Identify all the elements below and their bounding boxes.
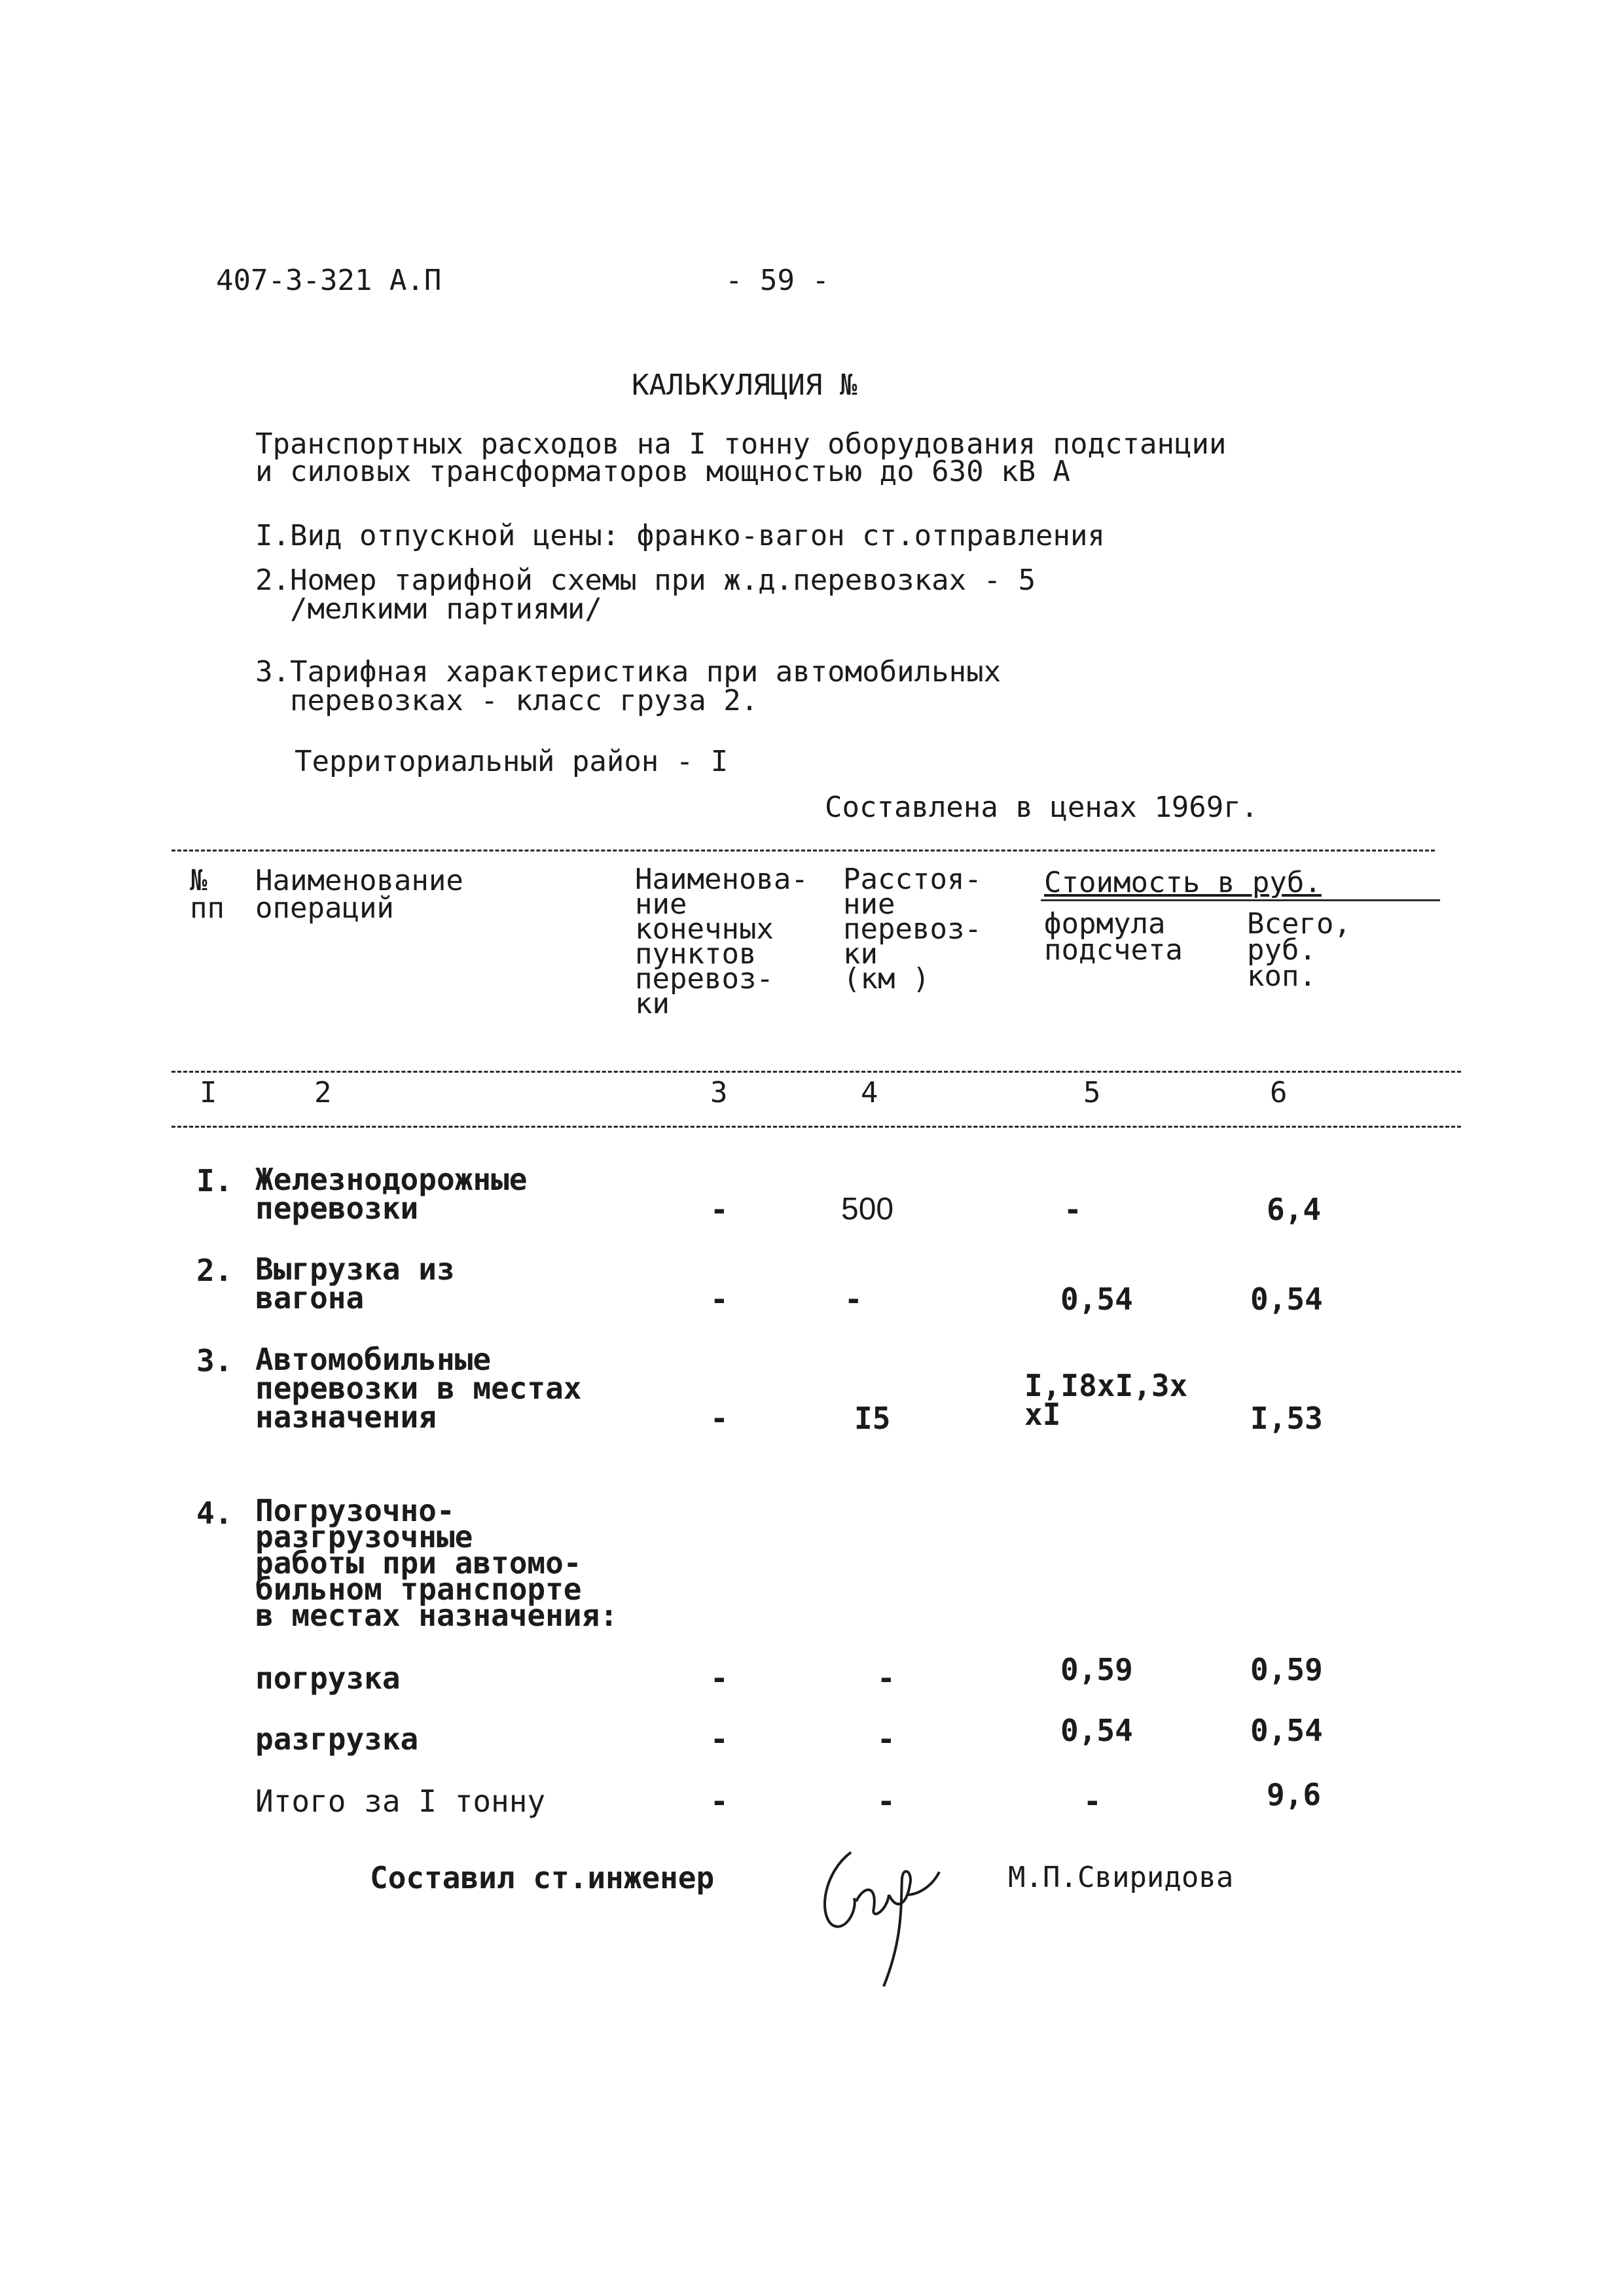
header-total: Всего, руб. коп. xyxy=(1247,907,1351,993)
item-tariff-scheme: 2.Номер тарифной схемы при ж.д.перевозках - 5 /мелкими партиями/ xyxy=(255,564,1036,626)
row-2-name: Выгрузка из вагона xyxy=(255,1251,455,1316)
header-bottom-rule xyxy=(171,1071,1461,1073)
col-number-4: 4 xyxy=(861,1076,878,1109)
row-loading-points: - xyxy=(710,1660,729,1696)
document-title: КАЛЬКУЛЯЦИЯ № xyxy=(632,368,857,402)
row-total-value: 9,6 xyxy=(1267,1777,1322,1812)
row-3-name: Автомобильные перевозки в местах назначения xyxy=(255,1342,582,1435)
row-1-total: 6,4 xyxy=(1267,1192,1322,1227)
row-1-formula: - xyxy=(1064,1192,1082,1227)
row-3-distance: I5 xyxy=(854,1401,891,1436)
row-1-num: I. xyxy=(196,1163,233,1198)
price-basis: Составлена в ценах 1969г. xyxy=(825,791,1259,824)
row-unloading-points: - xyxy=(710,1721,729,1757)
row-unloading-name: разгрузка xyxy=(255,1721,419,1757)
row-3-points: - xyxy=(710,1401,729,1436)
doc-code: 407-3-321 А.П xyxy=(216,264,442,297)
row-total-points: - xyxy=(710,1784,729,1819)
row-loading-formula: 0,59 xyxy=(1060,1652,1133,1687)
compiled-by-label: Составил ст.инженер xyxy=(370,1860,715,1895)
header-distance: Расстоя- ние перевоз- ки (км ) xyxy=(843,863,982,996)
item-tariff-characteristic: 3.Тарифная характеристика при автомобильных перевозках - класс груза 2. xyxy=(255,655,1001,717)
row-unloading-total: 0,54 xyxy=(1250,1713,1323,1748)
row-3-num: 3. xyxy=(196,1343,233,1378)
row-total-distance: - xyxy=(877,1784,895,1819)
signature xyxy=(805,1833,956,1990)
table-top-rule xyxy=(171,850,1435,852)
row-2-points: - xyxy=(710,1282,729,1317)
row-1-points: - xyxy=(710,1192,729,1227)
document-subtitle: Транспортных расходов на I тонну оборудования подстанции и силовых трансформаторов мощностью до 630 кВ А xyxy=(255,427,1227,488)
row-unloading-distance: - xyxy=(877,1721,895,1757)
row-1-name: Железнодорожные перевозки xyxy=(255,1162,528,1226)
compiler-name: М.П.Свиридова xyxy=(1008,1861,1234,1894)
row-unloading-formula: 0,54 xyxy=(1060,1713,1133,1748)
row-3-formula: I,I8xI,3x xI xyxy=(1024,1368,1188,1432)
row-loading-total: 0,59 xyxy=(1250,1652,1323,1687)
cost-header-rule xyxy=(1041,899,1440,901)
col-number-6: 6 xyxy=(1270,1076,1288,1109)
row-loading-name: погрузка xyxy=(255,1660,401,1696)
row-loading-distance: - xyxy=(877,1660,895,1696)
row-total-formula: - xyxy=(1083,1784,1102,1819)
header-operation: Наименование операций xyxy=(255,864,463,925)
col-number-5: 5 xyxy=(1083,1076,1101,1109)
row-2-formula: 0,54 xyxy=(1060,1282,1133,1317)
header-cost: Стоимость в руб. xyxy=(1044,866,1322,899)
row-total-name: Итого за I тонну xyxy=(255,1784,546,1819)
col-number-3: 3 xyxy=(710,1076,728,1109)
row-2-num: 2. xyxy=(196,1253,233,1288)
row-1-distance: 500 xyxy=(841,1192,894,1227)
header-formula: формула подсчета xyxy=(1044,907,1183,967)
col-numbers-bottom-rule xyxy=(171,1126,1461,1128)
col-number-2: 2 xyxy=(314,1076,332,1109)
col-number-1: I xyxy=(200,1076,217,1109)
row-2-total: 0,54 xyxy=(1250,1282,1323,1317)
row-2-distance: - xyxy=(844,1282,863,1317)
row-4-num: 4. xyxy=(196,1496,233,1531)
item-price-type: I.Вид отпускной цены: франко-вагон ст.отправления xyxy=(255,519,1106,552)
page-number: - 59 - xyxy=(725,264,829,297)
territorial-region: Территориальный район - I xyxy=(295,745,729,778)
row-3-total: I,53 xyxy=(1250,1401,1323,1436)
header-points: Наименова- ние конечных пунктов перевоз- ки xyxy=(635,863,808,1020)
row-4-name: Погрузочно- разгрузочные работы при автомо- бильном транспорте в местах назначения: xyxy=(255,1493,618,1633)
header-num: № пп xyxy=(190,864,225,925)
